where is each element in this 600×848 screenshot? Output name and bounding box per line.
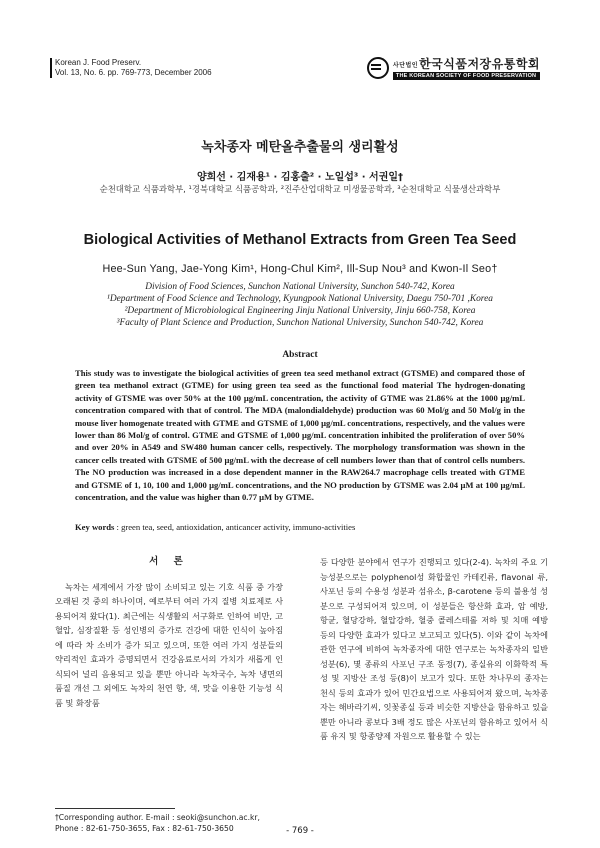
keywords <box>75 522 545 532</box>
body-paragraph: 녹차는 세계에서 가장 많이 소비되고 있는 기호 식품 중 가장 오래된 것 중의 하나이며, 예로부터 여러 가지 질병 치료제로 사용되어져 왔다(1). 최근에는 식생활의 서구화로 인하여 비만, 고혈압, 심장질환 등 성인병의 증가로 건강에 대한 인식이 높아짐에 따라 차 소비가 증가 되고 있으며, 또한 여러 가지 성분들의 약리적인 효과가 증명되면서 건강음료로서의 가치가 새롭게 인식되어 널리 음용되고 있을 뿐만 아니라 녹차국수, 녹차 냉면의 품질 개선 그 외에도 녹차의 천연 향, 색, 맛을 이용한 기능성 식품 및 화장품 <box>55 581 283 708</box>
society-prefix: 사단법인 <box>392 62 419 69</box>
society-name-english: THE KOREAN SOCIETY OF FOOD PRESERVATION <box>393 72 540 80</box>
keywords-text: : green tea, seed, antioxidation, anticancer activity, immuno-activities <box>116 522 356 532</box>
footnote-rule <box>55 808 175 809</box>
body-paragraph: 등 다양한 분야에서 연구가 진행되고 있다(2-4). 녹차의 주요 기능성분으로는 polyphenol성 화합물인 카테킨류, flavonal 류, 사포닌 등의 수용성 성분과 섬유소, β-carotene 등의 불용성 성분으로 구성되어져 있으며, 이 성분들은 항산화 효과, 암 예방, 항균, 혈당강하, 혈압강하, 혈중 콜레스테롤 저하 및 치매 예방 등의 다양한 효과가 있다고 보고되고 있다(5). 이와 같이 녹차에 관한 연구에 비하여 녹차종자에 대한 연구로는 녹차종자의 일반성분(6), 몇 종류의 사포닌 구조 동정(7), 종실유의 이화학적 특성 및 지방산 조성 등(8)이 보고가 있다. 또한 차나무의 종자는 천식 등의 효과가 있어 민간요법으로 사용되어져 왔으며, 녹차종자는 해바라기씨, 잇꽃종실 등과 비슷한 지방산을 함유하고 있을 뿐만 아니라 콩보다 3배 정도 많은 사포닌의 함유하고 있어서 식품 유지 및 항종양제 자원으로 활용할 수 있는 <box>320 557 548 741</box>
korean-title: 녹차종자 메탄올추출물의 생리활성 <box>201 140 399 155</box>
english-title: Biological Activities of Methanol Extracts from Green Tea Seed <box>83 232 517 248</box>
footnote-phone: Phone : 82-61-750-3655, Fax : 82-61-750-3650 <box>55 824 234 833</box>
affiliation-line: ³Faculty of Plant Science and Production, Sunchon National University, Sunchon 540-742, Korea <box>116 318 484 328</box>
society-name-korean: 사단법인한국식품저장유통학회 <box>392 57 540 71</box>
body-column-left <box>55 555 283 710</box>
section-title-introduction: 서 론 <box>149 556 189 567</box>
keywords-label: Key words <box>75 522 115 532</box>
page-number: - 769 - <box>286 826 314 836</box>
affiliation-line: ¹Department of Food Science and Technology, Kyungpook National University, Daegu 750-701 ,Korea <box>107 294 493 304</box>
abstract-heading: Abstract <box>282 350 318 360</box>
journal-header-rule <box>50 58 52 78</box>
korean-authors: 양희선 · 김재용¹ · 김홍출² · 노일섭³ · 서권일† <box>196 172 404 183</box>
abstract-text: This study was to investigate the biological activities of green tea seed methanol extract (GTSME) and compared those of green tea methanol extract (GTME) for using green tea seed as the functional food material The hydrogen-donating activity of GTSME was over 50% at the 100 μg/mL concentration, the activity of GTME was 21.86% at the 1000 μg/mL concentration compared with that of control. The MDA (malondialdehyde) production was 60 Mol/g and 50 Mol/g in the mouse liver homogenate treated with GTME and GTSME of 1,000 μg/mL concentrations, respectively, and the values were lower than 86 Mol/g of control. GTME and GTSME of 1,000 μg/mL concentration inhibited the proliferation of over 50% and over 20% in A549 and SW480 human cancer cells, respectively. The morphology transformation was shown in the cancer cells treated with GTSME of 500 μg/mL with the decrease of cell numbers lower than that of control cells numbers. The NO production was increased in a dose dependent manner in the RAW264.7 macrophage cells treated with GTME and GTSME of 1, 10, 100 and 1,000 μg/mL concentrations, and the NO production by GTSME was 2.04 μM at 100 μg/mL concentration, and the value was higher than 0.77 μM by GTME. <box>75 368 525 503</box>
body-column-right <box>320 555 548 744</box>
footnote-email: †Corresponding author. E-mail : seoki@sunchon.ac.kr, <box>55 813 260 822</box>
journal-name: Korean J. Food Preserv. <box>55 58 142 67</box>
affiliation-line: Division of Food Sciences, Sunchon National University, Sunchon 540-742, Korea <box>145 282 455 292</box>
journal-volume: Vol. 13, No. 6. pp. 769-773, December 2006 <box>55 68 212 77</box>
society-banner <box>367 55 540 80</box>
society-emblem-icon <box>367 57 389 79</box>
affiliation-line: ²Department of Microbiological Engineering Jinju National University, Jinju 660-758, Korea <box>124 306 476 316</box>
korean-affiliations: 순천대학교 식품과학부, ¹경북대학교 식품공학과, ²진주산업대학교 미생물공학과, ³순천대학교 식물생산과학부 <box>99 184 501 194</box>
english-affiliations <box>0 281 600 329</box>
english-authors: Hee-Sun Yang, Jae-Yong Kim¹, Hong-Chul Kim², Ill-Sup Nou³ and Kwon-Il Seo† <box>102 263 498 275</box>
journal-citation <box>55 58 212 78</box>
